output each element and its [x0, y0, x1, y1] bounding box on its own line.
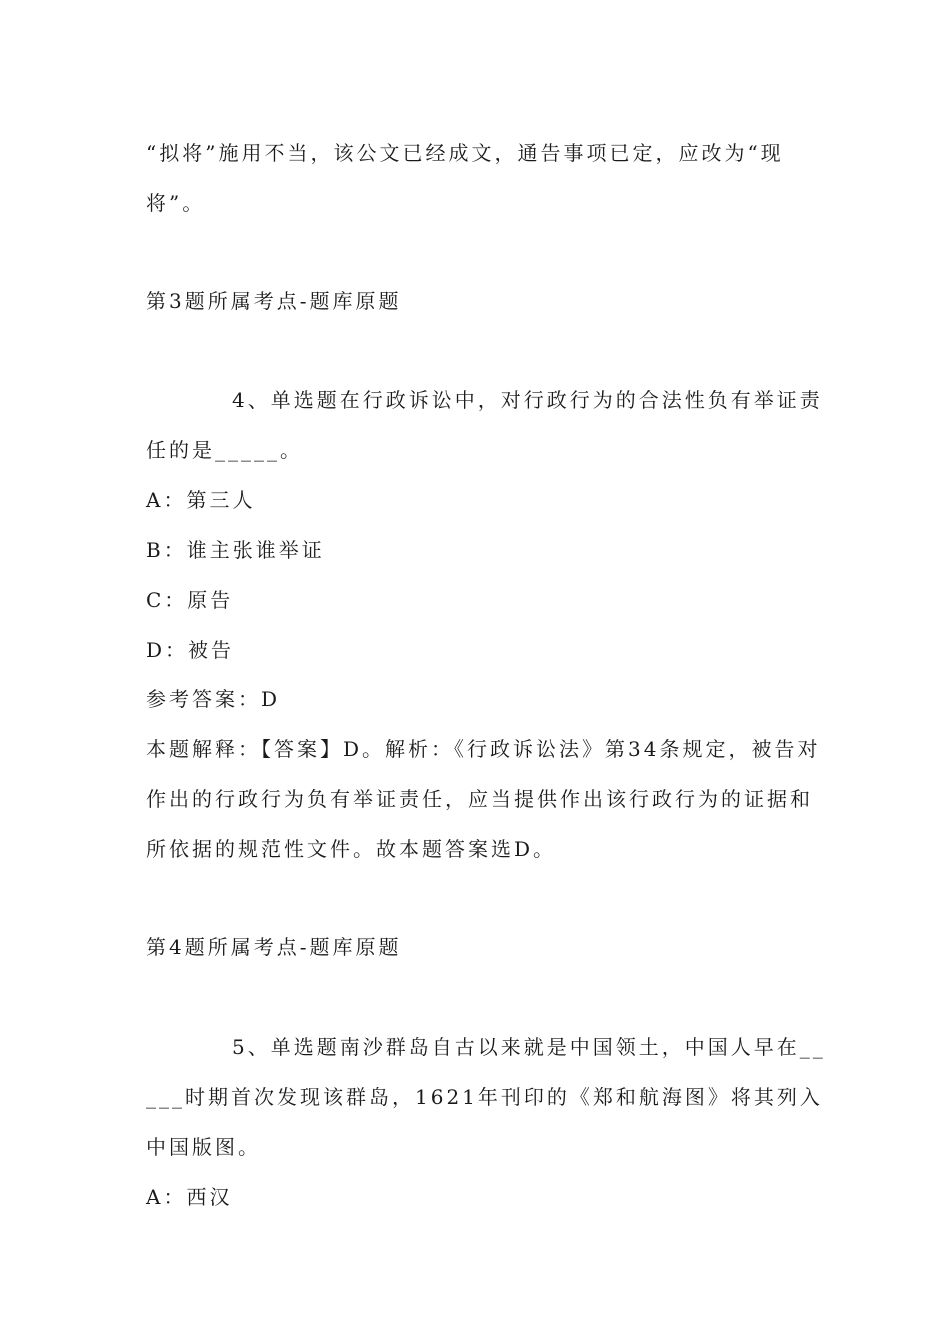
question-4-option-a: A：第三人 — [146, 488, 256, 512]
question-4-stem-line-2: 任的是_____。 — [146, 438, 303, 462]
q3-source-label: 第3题所属考点-题库原题 — [146, 289, 402, 313]
question-4-explanation-line-1: 本题解释：【答案】D。解析：《行政诉讼法》第34条规定，被告对 — [146, 737, 821, 761]
prev-explanation-line-1: “拟将”施用不当，该公文已经成文，通告事项已定，应改为“现 — [146, 141, 784, 165]
question-5-stem-line-3: 中国版图。 — [146, 1135, 261, 1159]
q4-source-label: 第4题所属考点-题库原题 — [146, 935, 402, 959]
question-4-option-c: C：原告 — [146, 588, 234, 612]
question-4-explanation-line-3: 所依据的规范性文件。故本题答案选D。 — [146, 837, 557, 861]
question-4-option-d: D：被告 — [146, 638, 235, 662]
question-4-explanation-line-2: 作出的行政行为负有举证责任，应当提供作出该行政行为的证据和 — [146, 787, 813, 811]
question-5-option-a: A：西汉 — [146, 1185, 233, 1209]
question-4-stem-line-1: 4、单选题在行政诉讼中，对行政行为的合法性负有举证责 — [232, 388, 823, 412]
question-5-stem-line-2: ___时期首次发现该群岛，1621年刊印的《郑和航海图》将其列入 — [146, 1085, 823, 1109]
question-4-answer: 参考答案：D — [146, 687, 281, 711]
question-4-option-b: B：谁主张谁举证 — [146, 538, 325, 562]
prev-explanation-line-2: 将”。 — [146, 191, 206, 215]
question-5-stem-line-1: 5、单选题南沙群岛自古以来就是中国领土，中国人早在__ — [232, 1035, 826, 1059]
